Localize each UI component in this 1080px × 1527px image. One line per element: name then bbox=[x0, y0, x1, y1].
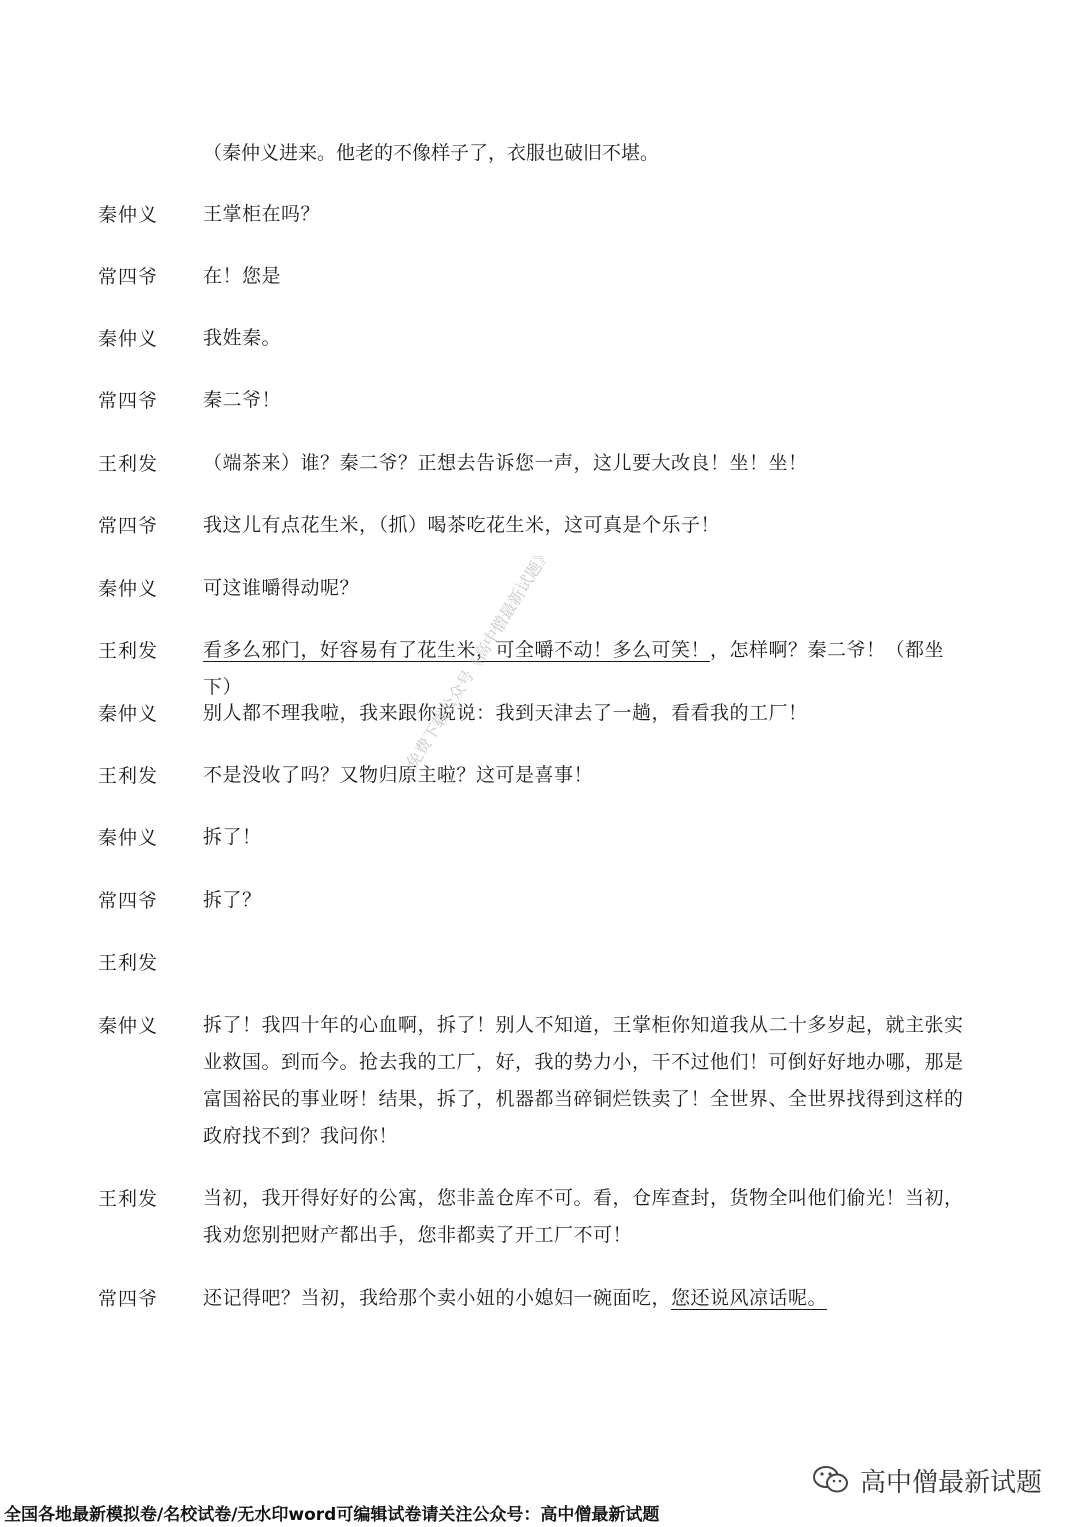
dialogue-text: 当初，我开得好好的公寓，您非盖仓库不可。看，仓库查封，货物全叫他们偷光！当初，我劝您别把财产都出手，您非都卖了开工厂不可！ bbox=[203, 1187, 964, 1246]
footer-notice: 全国各地最新模拟卷/名校试卷/无水印word可编辑试卷请关注公众号：高中僧最新试题 bbox=[4, 1505, 660, 1525]
dialogue-text: 拆了！我四十年的心血啊，拆了！别人不知道，王掌柜你知道我从二十多岁起，就主张实业救国。到而今。抢去我的工厂，好，我的势力小，干不过他们！可倒好好地办哪，那是富国裕民的事业呀！结果，拆了，机器都当碎铜烂铁卖了！全世界、全世界找得到这样的政府找不到？我问你！ bbox=[203, 1014, 964, 1147]
dialogue-text: （端茶来）谁？秦二爷？正想去告诉您一声，这儿要大改良！坐！坐！ bbox=[203, 452, 808, 474]
speaker-name: 王利发 bbox=[98, 453, 159, 475]
dialogue-text-start: 还记得吧？当初，我给那个卖小妞的小媳妇一碗面吃， bbox=[203, 1287, 672, 1309]
dialogue-line bbox=[0, 886, 1080, 926]
speaker-name: 秦仲义 bbox=[98, 703, 159, 725]
dialogue-text: 在！您是 bbox=[203, 265, 282, 287]
speaker-name: 王利发 bbox=[98, 952, 159, 974]
brand-name: 高中僧最新试题 bbox=[860, 1467, 1043, 1498]
dialogue-line bbox=[0, 823, 1080, 863]
dialogue-text: 拆了！ bbox=[203, 826, 262, 848]
dialogue-line bbox=[0, 1011, 1080, 1147]
speaker-name: 常四爷 bbox=[98, 515, 159, 537]
speaker-name: 王利发 bbox=[98, 640, 159, 662]
underlined-text: 您还说风凉话呢。 bbox=[671, 1287, 828, 1309]
dialogue-line bbox=[0, 386, 1080, 426]
dialogue-text: 别人都不理我啦，我来跟你说说：我到天津去了一趟，看看我的工厂！ bbox=[203, 702, 808, 724]
dialogue-line bbox=[0, 324, 1080, 364]
dialogue-text: 我这儿有点花生米，（抓）喝茶吃花生米，这可真是个乐子！ bbox=[203, 514, 721, 536]
speaker-name: 王利发 bbox=[98, 1188, 159, 1210]
speaker-name: 常四爷 bbox=[98, 890, 159, 912]
stage-direction: （秦仲义进来。他老的不像样子了，衣服也破旧不堪。 bbox=[203, 142, 660, 164]
underlined-text: 看多么邪门，好容易有了花生米，可全嚼不动！多么可笑！ bbox=[203, 639, 711, 661]
dialogue-text: 可这谁嚼得动呢？ bbox=[203, 577, 360, 599]
speaker-name: 秦仲义 bbox=[98, 827, 159, 849]
dialogue-line bbox=[0, 574, 1080, 614]
wechat-icon bbox=[812, 1465, 850, 1495]
dialogue-line bbox=[0, 449, 1080, 489]
dialogue-line bbox=[0, 948, 1080, 988]
dialogue-line bbox=[0, 1284, 1080, 1324]
dialogue-line bbox=[0, 262, 1080, 302]
speaker-name: 王利发 bbox=[98, 765, 159, 787]
dialogue-text: 秦二爷！ bbox=[203, 389, 282, 411]
dialogue-line bbox=[0, 1184, 1080, 1246]
speaker-name: 秦仲义 bbox=[98, 1015, 159, 1037]
speaker-name: 秦仲义 bbox=[98, 328, 159, 350]
dialogue-text: 我姓秦。 bbox=[203, 327, 282, 349]
dialogue-text: 不是没收了吗？又物归原主啦？这可是喜事！ bbox=[203, 764, 594, 786]
dialogue-text-rest: ，怎样啊？秦二爷！（都坐下） bbox=[203, 639, 945, 698]
brand-mark bbox=[812, 1460, 1042, 1500]
dialogue-text: 王掌柜在吗？ bbox=[203, 203, 321, 225]
dialogue-text: 拆了？ bbox=[203, 889, 262, 911]
speaker-name: 常四爷 bbox=[98, 1288, 159, 1310]
dialogue-line bbox=[0, 761, 1080, 801]
dialogue-line bbox=[0, 699, 1080, 739]
speaker-name: 常四爷 bbox=[98, 390, 159, 412]
speaker-name: 秦仲义 bbox=[98, 578, 159, 600]
dialogue-text bbox=[203, 1280, 973, 1317]
watermark: 免费下载公众号《高中僧最新试题》 bbox=[402, 544, 555, 772]
speaker-name: 常四爷 bbox=[98, 266, 159, 288]
speaker-name: 秦仲义 bbox=[98, 204, 159, 226]
dialogue-line bbox=[0, 636, 1080, 698]
dialogue-line bbox=[0, 200, 1080, 240]
